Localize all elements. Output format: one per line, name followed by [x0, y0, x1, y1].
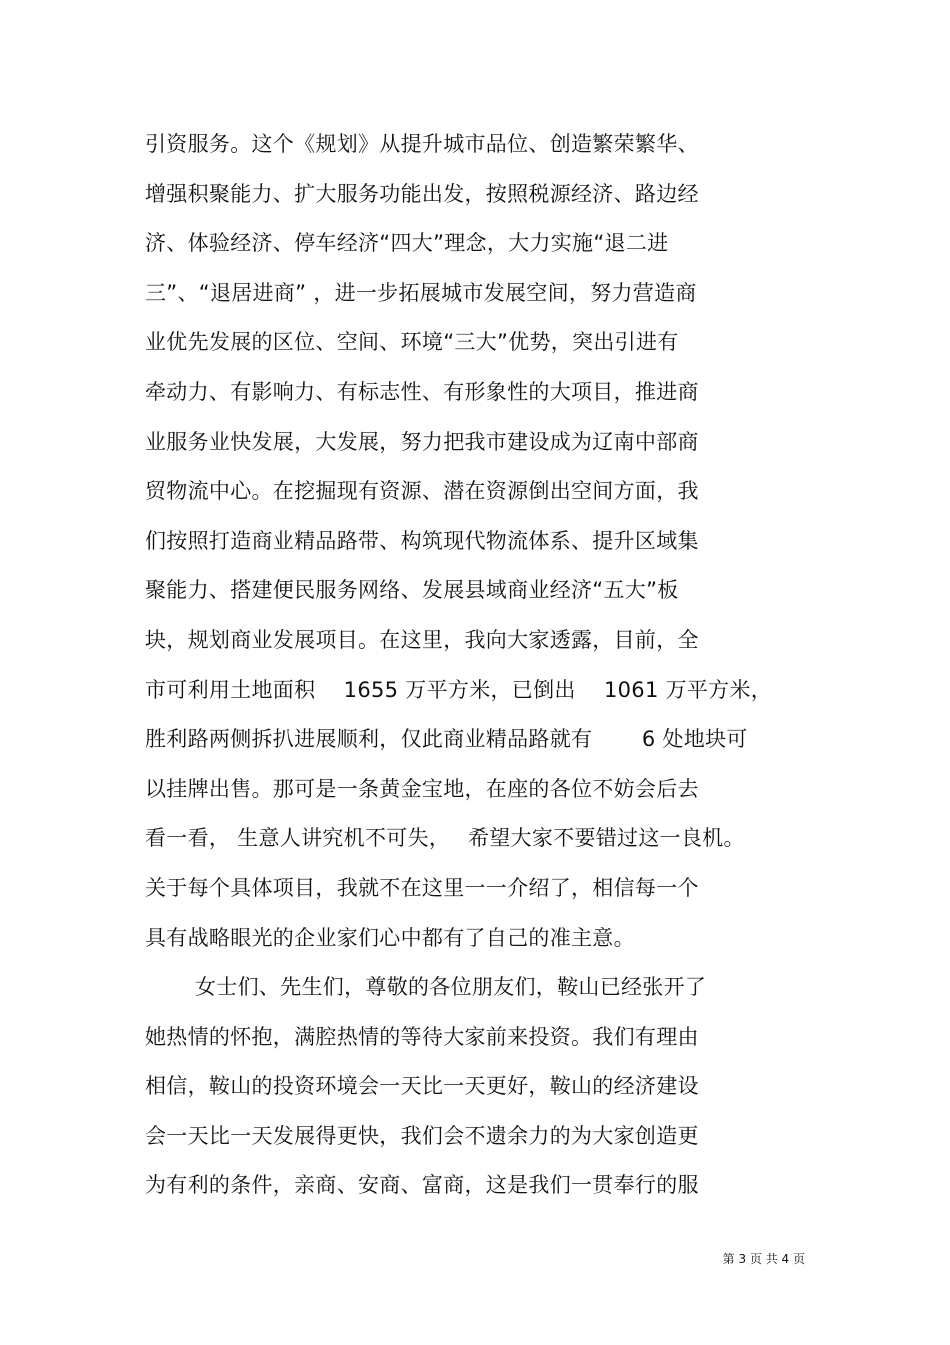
text-line: 贸物流中心。在挖掘现有资源、潜在资源倒出空间方面，我 [145, 479, 699, 504]
text-line: 业服务业快发展，大发展，努力把我市建设成为辽南中部商 [145, 429, 699, 454]
text-line: 胜利路两侧拆扒进展顺利，仅此商业精品路就有 6 处地块可 [145, 727, 748, 752]
paragraph-start-line: 女士们、先生们，尊敬的各位朋友们，鞍山已经张开了 [195, 975, 707, 1000]
text-line: 会一天比一天发展得更快，我们会不遗余力的为大家创造更 [145, 1123, 699, 1148]
text-line: 三”、“退居进商” ，进一步拓展城市发展空间，努力营造商 [145, 280, 697, 305]
text-line: 市可利用土地面积 1655 万平方米，已倒出 1061 万平方米， [145, 677, 773, 702]
body-text [145, 120, 845, 1211]
text-line: 牵动力、有影响力、有标志性、有形象性的大项目，推进商 [145, 379, 699, 404]
text-line: 具有战略眼光的企业家们心中都有了自己的准主意。 [145, 925, 635, 950]
text-line: 济、体验经济、停车经济“四大”理念，大力实施“退二进 [145, 231, 669, 256]
text-line: 聚能力、搭建便民服务网络、发展县域商业经济“五大”板 [145, 578, 679, 603]
text-line: 关于每个具体项目，我就不在这里一一介绍了，相信每一个 [145, 875, 699, 900]
text-line: 为有利的条件，亲商、安商、富商，这是我们一贯奉行的服 [145, 1173, 699, 1198]
text-line: 块，规划商业发展项目。在这里，我向大家透露，目前，全 [145, 627, 699, 652]
text-line: 以挂牌出售。那可是一条黄金宝地，在座的各位不妨会后去 [145, 776, 699, 801]
text-line: 她热情的怀抱，满腔热情的等待大家前来投资。我们有理由 [145, 1024, 699, 1049]
page-number-footer: 第 3 页 共 4 页 [722, 1252, 805, 1266]
text-line: 相信，鞍山的投资环境会一天比一天更好，鞍山的经济建设 [145, 1074, 699, 1099]
text-line: 增强积聚能力、扩大服务功能出发，按照税源经济、路边经 [145, 181, 699, 206]
text-line: 们按照打造商业精品路带、构筑现代物流体系、提升区域集 [145, 528, 699, 553]
text-line: 引资服务。这个《规划》从提升城市品位、创造繁荣繁华、 [145, 132, 699, 156]
text-line: 看一看， 生意人讲究机不可失， 希望大家不要错过这一良机。 [145, 826, 745, 851]
text-line: 业优先发展的区位、空间、环境“三大”优势，突出引进有 [145, 330, 679, 355]
